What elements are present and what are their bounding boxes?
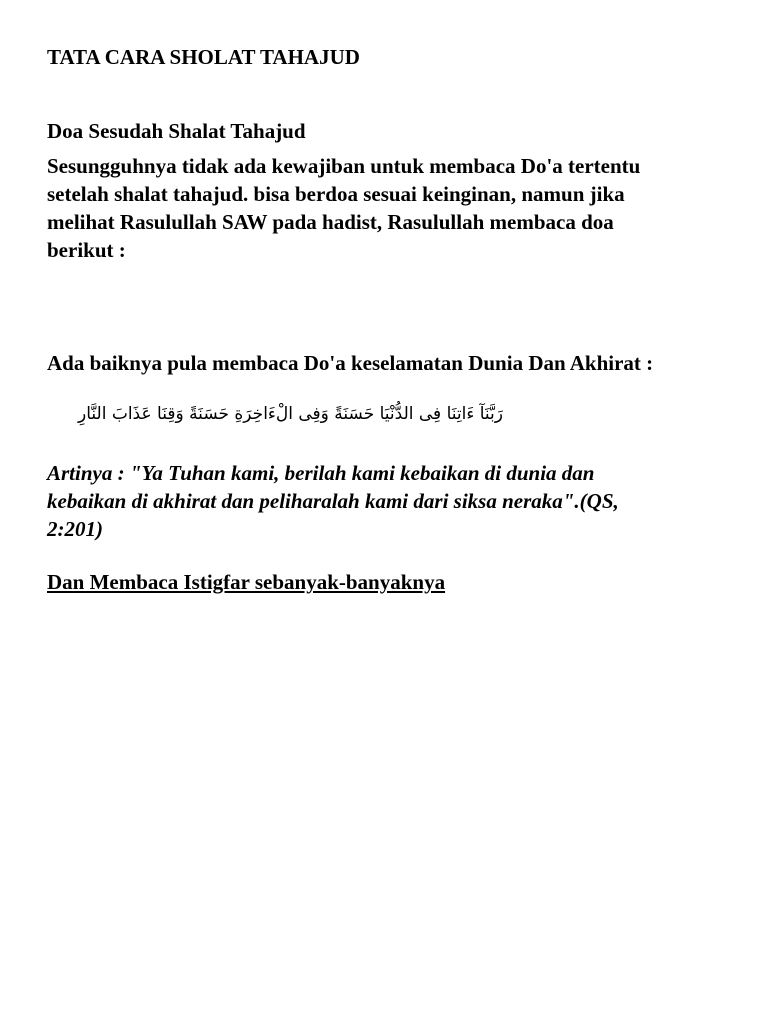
- translation-line: kebaikan di akhirat dan peliharalah kami dari siksa neraka".(QS,: [47, 489, 619, 513]
- doa-subheading: Doa Sesudah Shalat Tahajud: [47, 119, 306, 143]
- arabic-doa-text: رَبَّنَآ ءَاتِنَا فِى الدُّنْيَا حَسَنَةً وَفِى الْءَاخِرَةِ حَسَنَةً وَقِنَا عَذَابَ النَّارِ: [78, 404, 503, 424]
- paragraph-line: berikut :: [47, 238, 126, 262]
- translation-paragraph: [47, 459, 737, 543]
- ada-baiknya-heading: Ada baiknya pula membaca Do'a keselamatan Dunia Dan Akhirat :: [47, 351, 654, 375]
- document-title: TATA CARA SHOLAT TAHAJUD: [47, 45, 360, 69]
- paragraph-line: melihat Rasulullah SAW pada hadist, Rasulullah membaca doa: [47, 210, 614, 234]
- translation-line: 2:201): [47, 517, 103, 541]
- translation-line: Artinya : "Ya Tuhan kami, berilah kami kebaikan di dunia dan: [47, 461, 595, 485]
- istigfar-heading: Dan Membaca Istigfar sebanyak-banyaknya: [47, 570, 446, 594]
- intro-paragraph: [47, 152, 737, 264]
- paragraph-line: setelah shalat tahajud. bisa berdoa sesuai keinginan, namun jika: [47, 182, 625, 206]
- paragraph-line: Sesungguhnya tidak ada kewajiban untuk membaca Do'a tertentu: [47, 154, 641, 178]
